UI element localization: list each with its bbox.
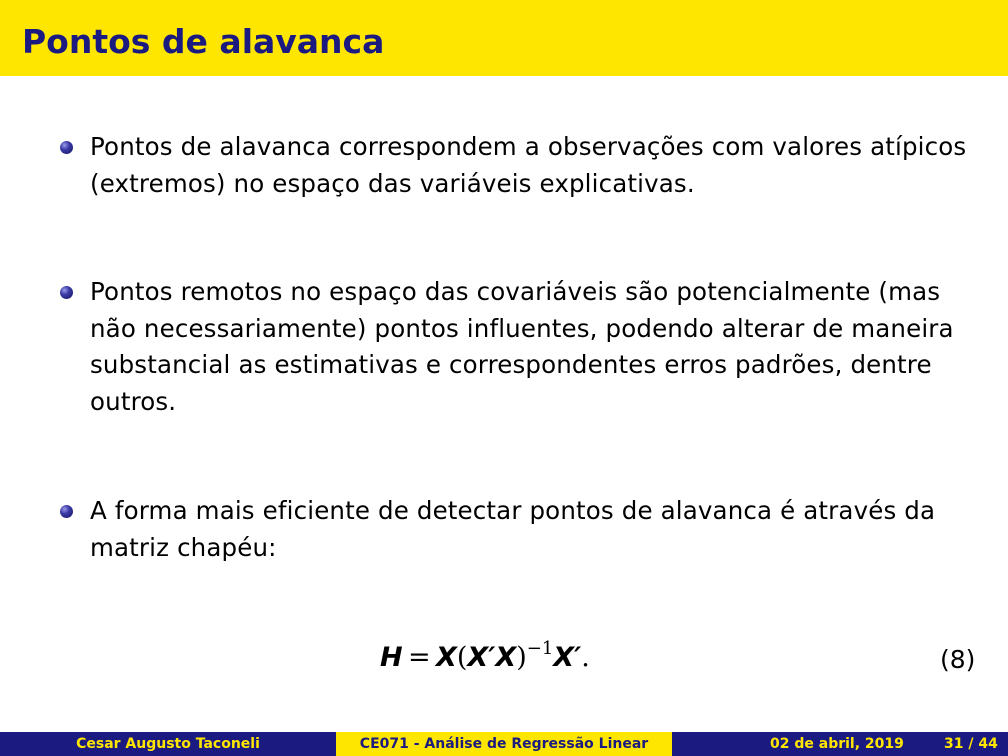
bullet-line: outros. [90, 386, 177, 416]
bullet-line: Pontos remotos no espaço das covariáveis são potencialmente (mas [90, 277, 941, 306]
footer-right [672, 732, 1008, 756]
eq-period: . [581, 642, 590, 673]
eq-equals: = [408, 642, 431, 673]
frame-title-bar [0, 0, 1008, 76]
footer-date: 02 de abril, 2019 [770, 736, 904, 752]
frame-title: Pontos de alavanca [22, 22, 385, 61]
bullet-text-1 [90, 129, 990, 202]
eq-exponent: −1 [526, 638, 554, 659]
eq-x-prime: X′ [467, 642, 496, 673]
bullet-line: A forma mais eficiente de detectar pontos de alavanca é através da [90, 496, 936, 525]
footer [0, 732, 1008, 756]
eq-x: X [436, 642, 457, 673]
eq-h: H [380, 642, 403, 673]
eq-x-prime-end: X′ [553, 642, 582, 673]
bullet-ball-icon [60, 286, 73, 299]
bullet-line: (extremos) no espaço das variáveis explicativas. [90, 168, 695, 198]
eq-x: X [495, 642, 517, 673]
bullet-text-2 [90, 274, 990, 420]
equation-number: (8) [940, 645, 976, 674]
hat-matrix-equation [380, 634, 590, 682]
eq-open-paren: ( [456, 642, 468, 673]
footer-course: CE071 - Análise de Regressão Linear [336, 732, 672, 756]
bullet-line: matriz chapéu: [90, 532, 277, 562]
bullet-line: substancial as estimativas e correspondentes erros padrões, dentre [90, 350, 932, 379]
footer-page-number: 31 / 44 [944, 736, 998, 752]
bullet-line: não necessariamente) pontos influentes, podendo alterar de maneira [90, 313, 954, 343]
bullet-ball-icon [60, 505, 73, 518]
eq-close-paren: ) [516, 642, 527, 673]
footer-author: Cesar Augusto Taconeli [0, 732, 336, 756]
bullet-text-3 [90, 493, 990, 566]
bullet-line: Pontos de alavanca correspondem a observações com valores atípicos [90, 132, 967, 161]
bullet-ball-icon [60, 141, 73, 154]
